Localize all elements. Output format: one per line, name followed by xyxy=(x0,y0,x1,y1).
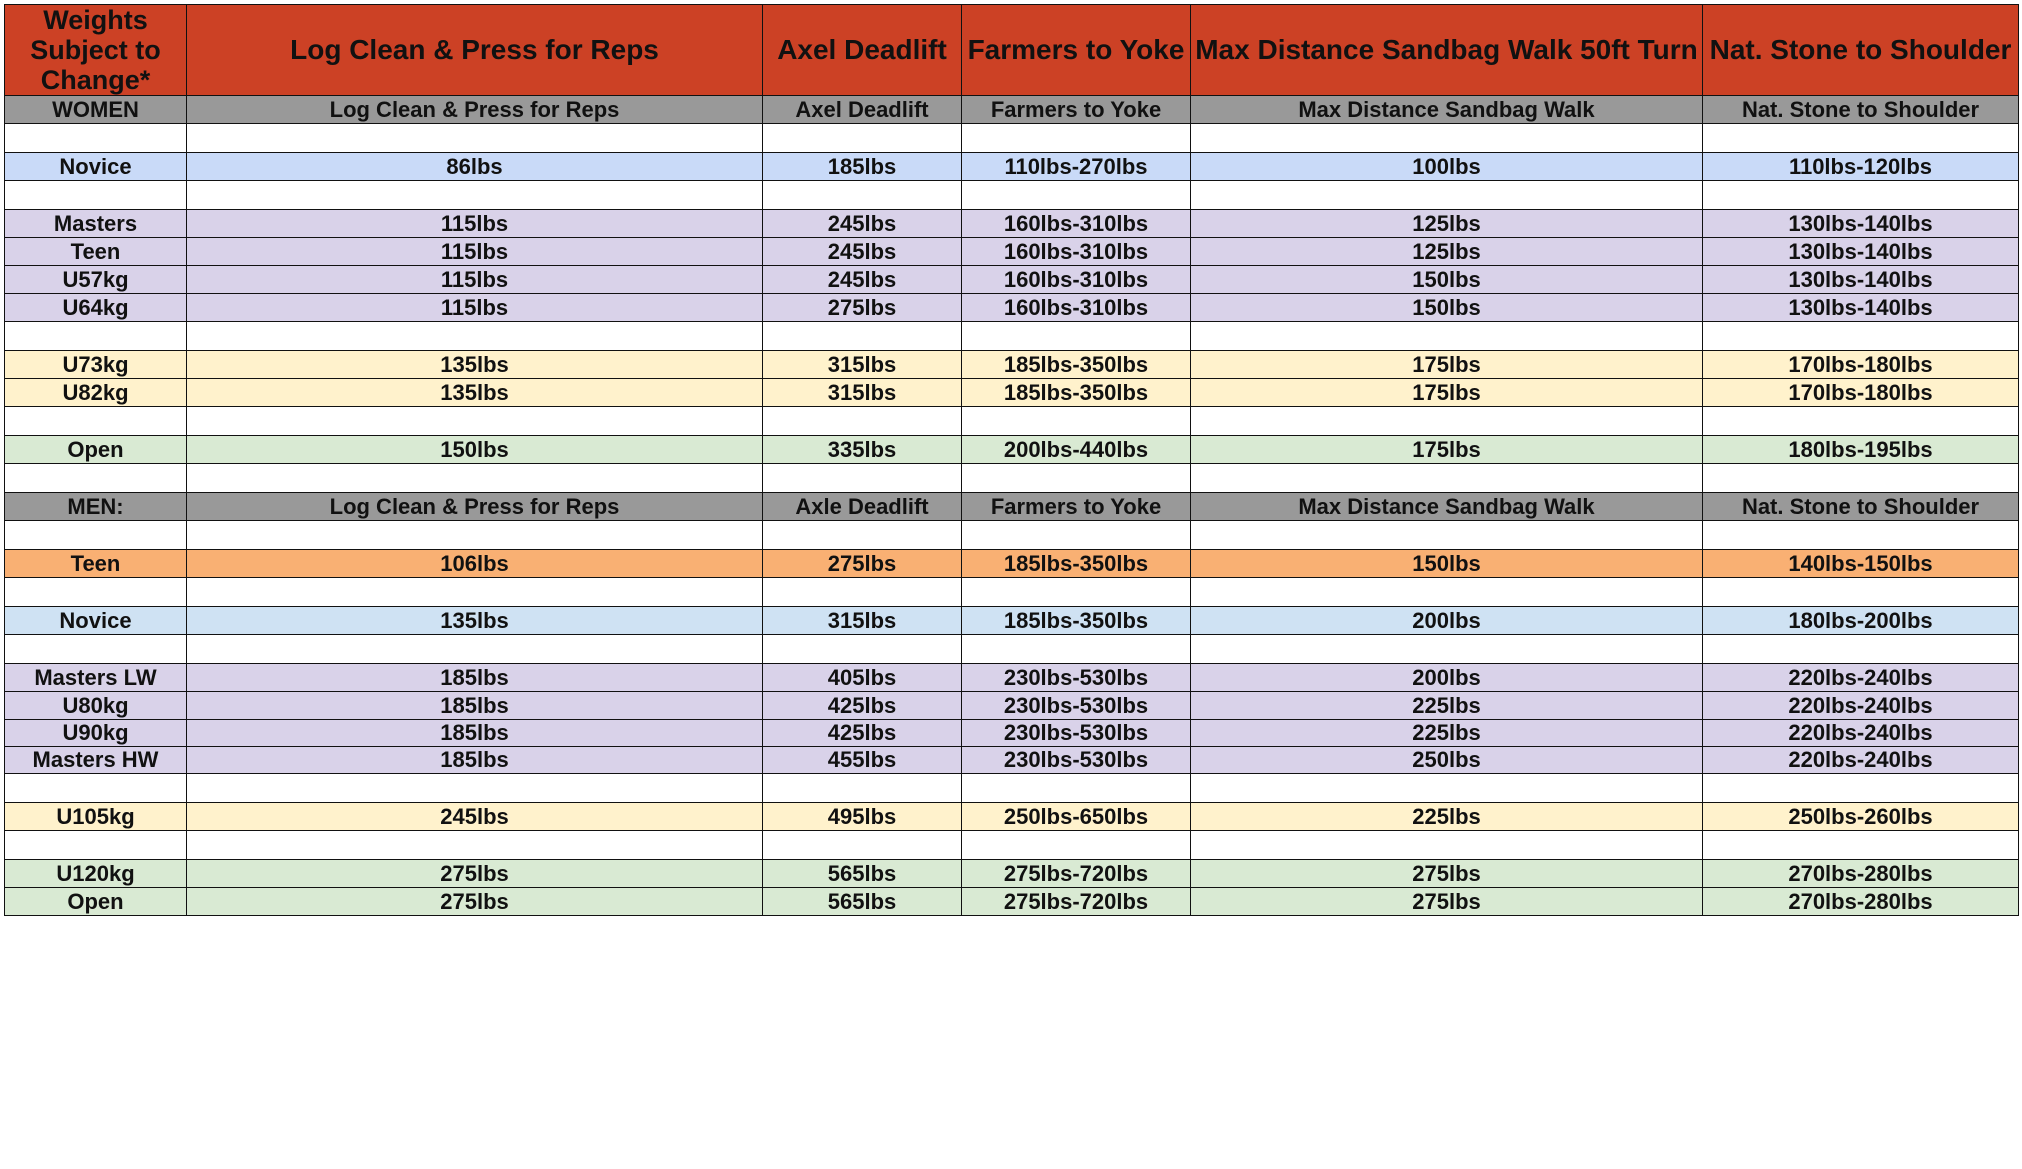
sandbag-walk-cell: 175lbs xyxy=(1191,436,1703,464)
log-clean-press-cell: 275lbs xyxy=(187,860,763,888)
empty-cell xyxy=(1191,124,1703,153)
stone-to-shoulder-cell: 130lbs-140lbs xyxy=(1703,238,2019,266)
empty-cell xyxy=(763,464,962,493)
empty-cell xyxy=(962,521,1191,550)
division-cell: MEN: xyxy=(5,493,187,521)
log-clean-press-cell: 185lbs xyxy=(187,692,763,720)
spacer-row xyxy=(5,407,2019,436)
sandbag-walk-cell: 125lbs xyxy=(1191,210,1703,238)
stone-to-shoulder-cell: 220lbs-240lbs xyxy=(1703,692,2019,720)
empty-cell xyxy=(962,578,1191,607)
stone-to-shoulder-cell: 250lbs-260lbs xyxy=(1703,803,2019,831)
sandbag-walk-cell: 275lbs xyxy=(1191,860,1703,888)
spacer-row xyxy=(5,578,2019,607)
empty-cell xyxy=(187,831,763,860)
division-cell: Masters HW xyxy=(5,747,187,774)
farmers-to-yoke-cell: 185lbs-350lbs xyxy=(962,550,1191,578)
division-cell: Novice xyxy=(5,153,187,181)
deadlift-cell: 405lbs xyxy=(763,664,962,692)
empty-cell xyxy=(1703,181,2019,210)
empty-cell xyxy=(1703,464,2019,493)
section-header-row xyxy=(5,493,2019,521)
deadlift-cell: 335lbs xyxy=(763,436,962,464)
table-row xyxy=(5,692,2019,720)
deadlift-cell: Axel Deadlift xyxy=(763,5,962,96)
deadlift-cell: 425lbs xyxy=(763,720,962,747)
division-cell: U73kg xyxy=(5,351,187,379)
log-clean-press-cell: Log Clean & Press for Reps xyxy=(187,96,763,124)
log-clean-press-cell: 115lbs xyxy=(187,238,763,266)
farmers-to-yoke-cell: Farmers to Yoke xyxy=(962,96,1191,124)
deadlift-cell: 245lbs xyxy=(763,266,962,294)
table-row xyxy=(5,607,2019,635)
log-clean-press-cell: 135lbs xyxy=(187,351,763,379)
empty-cell xyxy=(187,124,763,153)
empty-cell xyxy=(187,322,763,351)
stone-to-shoulder-cell: 170lbs-180lbs xyxy=(1703,379,2019,407)
division-cell: U90kg xyxy=(5,720,187,747)
log-clean-press-cell: 245lbs xyxy=(187,803,763,831)
empty-cell xyxy=(5,578,187,607)
sandbag-walk-cell: 225lbs xyxy=(1191,720,1703,747)
empty-cell xyxy=(962,831,1191,860)
farmers-to-yoke-cell: 275lbs-720lbs xyxy=(962,888,1191,916)
division-cell: Teen xyxy=(5,550,187,578)
empty-cell xyxy=(1191,831,1703,860)
empty-cell xyxy=(1191,464,1703,493)
stone-to-shoulder-cell: Nat. Stone to Shoulder xyxy=(1703,96,2019,124)
table-row xyxy=(5,294,2019,322)
stone-to-shoulder-cell: 110lbs-120lbs xyxy=(1703,153,2019,181)
log-clean-press-cell: 135lbs xyxy=(187,607,763,635)
table-row xyxy=(5,664,2019,692)
empty-cell xyxy=(763,322,962,351)
division-cell: U105kg xyxy=(5,803,187,831)
table-row xyxy=(5,379,2019,407)
division-cell: Weights Subject to Change* xyxy=(5,5,187,96)
empty-cell xyxy=(187,578,763,607)
sandbag-walk-cell: 200lbs xyxy=(1191,664,1703,692)
sandbag-walk-cell: 225lbs xyxy=(1191,692,1703,720)
table-row xyxy=(5,210,2019,238)
stone-to-shoulder-cell: 130lbs-140lbs xyxy=(1703,210,2019,238)
empty-cell xyxy=(763,124,962,153)
farmers-to-yoke-cell: 160lbs-310lbs xyxy=(962,266,1191,294)
farmers-to-yoke-cell: 230lbs-530lbs xyxy=(962,720,1191,747)
empty-cell xyxy=(5,774,187,803)
deadlift-cell: 245lbs xyxy=(763,238,962,266)
stone-to-shoulder-cell: 170lbs-180lbs xyxy=(1703,351,2019,379)
sandbag-walk-cell: Max Distance Sandbag Walk xyxy=(1191,493,1703,521)
log-clean-press-cell: 275lbs xyxy=(187,888,763,916)
table-row xyxy=(5,436,2019,464)
stone-to-shoulder-cell: 140lbs-150lbs xyxy=(1703,550,2019,578)
sandbag-walk-cell: Max Distance Sandbag Walk xyxy=(1191,96,1703,124)
farmers-to-yoke-cell: 160lbs-310lbs xyxy=(962,210,1191,238)
deadlift-cell: 185lbs xyxy=(763,153,962,181)
farmers-to-yoke-cell: 250lbs-650lbs xyxy=(962,803,1191,831)
spacer-row xyxy=(5,831,2019,860)
log-clean-press-cell: Log Clean & Press for Reps xyxy=(187,5,763,96)
empty-cell xyxy=(5,407,187,436)
deadlift-cell: 495lbs xyxy=(763,803,962,831)
empty-cell xyxy=(5,831,187,860)
stone-to-shoulder-cell: 220lbs-240lbs xyxy=(1703,720,2019,747)
division-cell: WOMEN xyxy=(5,96,187,124)
spacer-row xyxy=(5,322,2019,351)
empty-cell xyxy=(1191,521,1703,550)
deadlift-cell: 275lbs xyxy=(763,294,962,322)
empty-cell xyxy=(1703,578,2019,607)
empty-cell xyxy=(1191,181,1703,210)
division-cell: Open xyxy=(5,436,187,464)
log-clean-press-cell: 185lbs xyxy=(187,747,763,774)
sandbag-walk-cell: 275lbs xyxy=(1191,888,1703,916)
farmers-to-yoke-cell: 160lbs-310lbs xyxy=(962,238,1191,266)
empty-cell xyxy=(1191,774,1703,803)
empty-cell xyxy=(5,464,187,493)
empty-cell xyxy=(1703,322,2019,351)
empty-cell xyxy=(1191,407,1703,436)
empty-cell xyxy=(1703,831,2019,860)
empty-cell xyxy=(1191,635,1703,664)
empty-cell xyxy=(763,635,962,664)
weights-table xyxy=(4,4,2019,916)
table-row xyxy=(5,351,2019,379)
sandbag-walk-cell: 225lbs xyxy=(1191,803,1703,831)
deadlift-cell: 315lbs xyxy=(763,351,962,379)
farmers-to-yoke-cell: Farmers to Yoke xyxy=(962,493,1191,521)
table-row xyxy=(5,888,2019,916)
farmers-to-yoke-cell: 230lbs-530lbs xyxy=(962,692,1191,720)
spacer-row xyxy=(5,521,2019,550)
empty-cell xyxy=(1703,124,2019,153)
deadlift-cell: 315lbs xyxy=(763,607,962,635)
section-header-row xyxy=(5,96,2019,124)
log-clean-press-cell: 115lbs xyxy=(187,266,763,294)
empty-cell xyxy=(1191,322,1703,351)
log-clean-press-cell: 106lbs xyxy=(187,550,763,578)
empty-cell xyxy=(187,181,763,210)
farmers-to-yoke-cell: 160lbs-310lbs xyxy=(962,294,1191,322)
division-cell: Teen xyxy=(5,238,187,266)
sandbag-walk-cell: 250lbs xyxy=(1191,747,1703,774)
empty-cell xyxy=(5,124,187,153)
division-cell: Masters LW xyxy=(5,664,187,692)
sandbag-walk-cell: 125lbs xyxy=(1191,238,1703,266)
table-row xyxy=(5,266,2019,294)
farmers-to-yoke-cell: 185lbs-350lbs xyxy=(962,607,1191,635)
stone-to-shoulder-cell: 220lbs-240lbs xyxy=(1703,747,2019,774)
sandbag-walk-cell: 150lbs xyxy=(1191,266,1703,294)
deadlift-cell: 455lbs xyxy=(763,747,962,774)
farmers-to-yoke-cell: 185lbs-350lbs xyxy=(962,379,1191,407)
deadlift-cell: 425lbs xyxy=(763,692,962,720)
farmers-to-yoke-cell: 185lbs-350lbs xyxy=(962,351,1191,379)
empty-cell xyxy=(5,181,187,210)
division-cell: Open xyxy=(5,888,187,916)
empty-cell xyxy=(187,521,763,550)
empty-cell xyxy=(1703,521,2019,550)
empty-cell xyxy=(187,464,763,493)
farmers-to-yoke-cell: 200lbs-440lbs xyxy=(962,436,1191,464)
empty-cell xyxy=(962,407,1191,436)
empty-cell xyxy=(962,322,1191,351)
farmers-to-yoke-cell: 230lbs-530lbs xyxy=(962,747,1191,774)
table-row xyxy=(5,238,2019,266)
stone-to-shoulder-cell: 180lbs-200lbs xyxy=(1703,607,2019,635)
spacer-row xyxy=(5,774,2019,803)
sandbag-walk-cell: 100lbs xyxy=(1191,153,1703,181)
empty-cell xyxy=(187,407,763,436)
stone-to-shoulder-cell: 130lbs-140lbs xyxy=(1703,294,2019,322)
table-row xyxy=(5,720,2019,747)
sandbag-walk-cell: 150lbs xyxy=(1191,550,1703,578)
stone-to-shoulder-cell: Nat. Stone to Shoulder xyxy=(1703,493,2019,521)
empty-cell xyxy=(187,774,763,803)
farmers-to-yoke-cell: Farmers to Yoke xyxy=(962,5,1191,96)
log-clean-press-cell: 115lbs xyxy=(187,294,763,322)
log-clean-press-cell: 115lbs xyxy=(187,210,763,238)
division-cell: U57kg xyxy=(5,266,187,294)
table-row xyxy=(5,153,2019,181)
sandbag-walk-cell: 150lbs xyxy=(1191,294,1703,322)
spacer-row xyxy=(5,635,2019,664)
empty-cell xyxy=(962,124,1191,153)
empty-cell xyxy=(5,322,187,351)
log-clean-press-cell: 185lbs xyxy=(187,664,763,692)
table-row xyxy=(5,550,2019,578)
deadlift-cell: 245lbs xyxy=(763,210,962,238)
empty-cell xyxy=(763,521,962,550)
empty-cell xyxy=(1703,407,2019,436)
farmers-to-yoke-cell: 275lbs-720lbs xyxy=(962,860,1191,888)
deadlift-cell: 315lbs xyxy=(763,379,962,407)
empty-cell xyxy=(763,831,962,860)
log-clean-press-cell: 86lbs xyxy=(187,153,763,181)
division-cell: Masters xyxy=(5,210,187,238)
sandbag-walk-cell: 200lbs xyxy=(1191,607,1703,635)
empty-cell xyxy=(962,464,1191,493)
stone-to-shoulder-cell: 270lbs-280lbs xyxy=(1703,888,2019,916)
division-cell: Novice xyxy=(5,607,187,635)
deadlift-cell: 565lbs xyxy=(763,860,962,888)
sandbag-walk-cell: 175lbs xyxy=(1191,351,1703,379)
division-cell: U64kg xyxy=(5,294,187,322)
empty-cell xyxy=(1703,635,2019,664)
empty-cell xyxy=(763,181,962,210)
division-cell: U120kg xyxy=(5,860,187,888)
empty-cell xyxy=(962,774,1191,803)
empty-cell xyxy=(962,635,1191,664)
empty-cell xyxy=(187,635,763,664)
table-row xyxy=(5,860,2019,888)
empty-cell xyxy=(1703,774,2019,803)
stone-to-shoulder-cell: 130lbs-140lbs xyxy=(1703,266,2019,294)
division-cell: U80kg xyxy=(5,692,187,720)
deadlift-cell: Axle Deadlift xyxy=(763,493,962,521)
sandbag-walk-cell: Max Distance Sandbag Walk 50ft Turn xyxy=(1191,5,1703,96)
empty-cell xyxy=(763,407,962,436)
table-row xyxy=(5,747,2019,774)
empty-cell xyxy=(1191,578,1703,607)
sandbag-walk-cell: 175lbs xyxy=(1191,379,1703,407)
farmers-to-yoke-cell: 230lbs-530lbs xyxy=(962,664,1191,692)
table-row xyxy=(5,803,2019,831)
log-clean-press-cell: 185lbs xyxy=(187,720,763,747)
farmers-to-yoke-cell: 110lbs-270lbs xyxy=(962,153,1191,181)
empty-cell xyxy=(763,774,962,803)
division-cell: U82kg xyxy=(5,379,187,407)
stone-to-shoulder-cell: 270lbs-280lbs xyxy=(1703,860,2019,888)
spacer-row xyxy=(5,124,2019,153)
log-clean-press-cell: 135lbs xyxy=(187,379,763,407)
stone-to-shoulder-cell: 180lbs-195lbs xyxy=(1703,436,2019,464)
spacer-row xyxy=(5,464,2019,493)
deadlift-cell: Axel Deadlift xyxy=(763,96,962,124)
deadlift-cell: 275lbs xyxy=(763,550,962,578)
deadlift-cell: 565lbs xyxy=(763,888,962,916)
log-clean-press-cell: Log Clean & Press for Reps xyxy=(187,493,763,521)
log-clean-press-cell: 150lbs xyxy=(187,436,763,464)
empty-cell xyxy=(763,578,962,607)
empty-cell xyxy=(962,181,1191,210)
stone-to-shoulder-cell: Nat. Stone to Shoulder xyxy=(1703,5,2019,96)
stone-to-shoulder-cell: 220lbs-240lbs xyxy=(1703,664,2019,692)
empty-cell xyxy=(5,635,187,664)
spacer-row xyxy=(5,181,2019,210)
empty-cell xyxy=(5,521,187,550)
header-row xyxy=(5,5,2019,96)
